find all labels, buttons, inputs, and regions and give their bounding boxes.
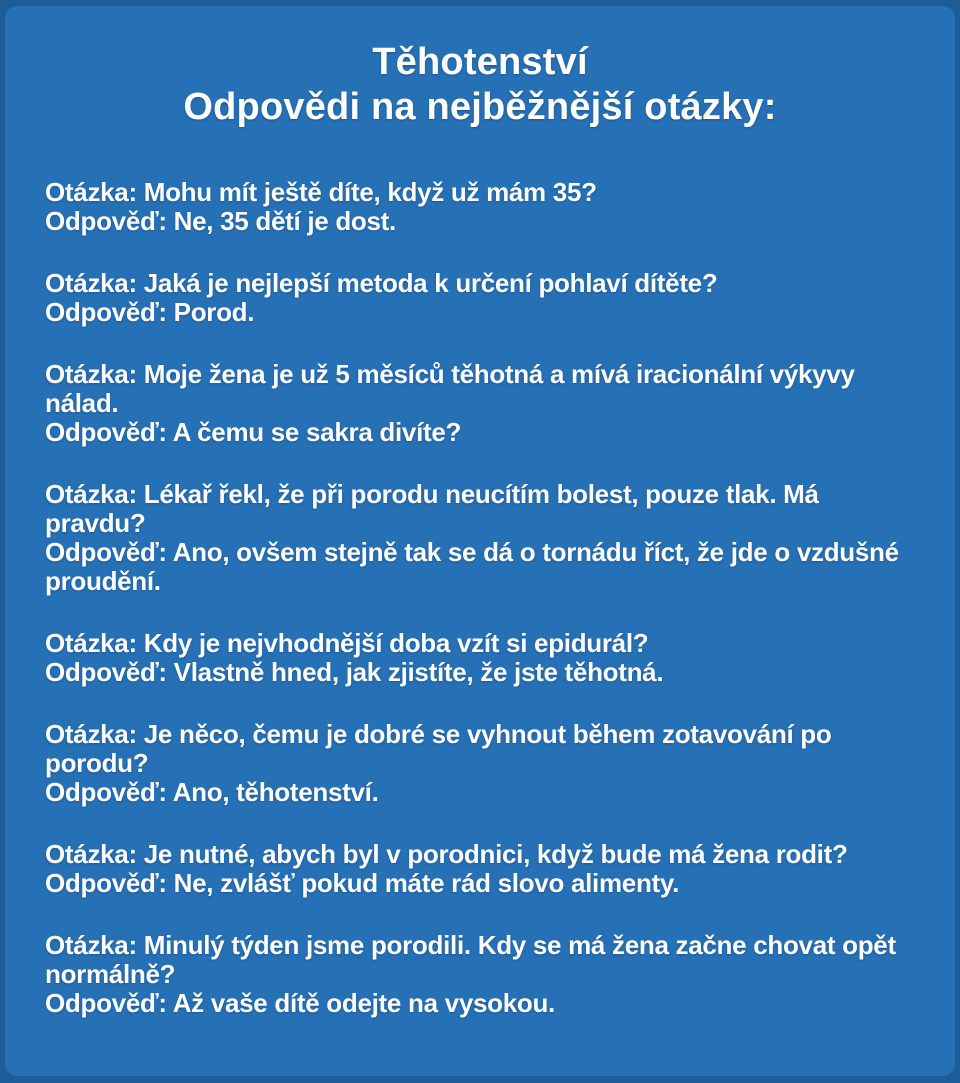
answer-text: Odpověď: Ne, 35 dětí je dost. [45,206,396,236]
question-text: Otázka: Lékař řekl, že při porodu neucítím bolest, pouze tlak. Má pravdu? [45,479,826,538]
answer-text: Odpověď: Až vaše dítě odejte na vysokou. [45,988,555,1018]
poster-title [45,40,915,130]
answer-text: Odpověď: Ne, zvlášť pokud máte rád slovo alimenty. [45,868,680,898]
answer-text: Odpověď: Porod. [45,297,255,327]
question-text: Otázka: Jaká je nejlepší metoda k určení pohlaví dítěte? [45,268,718,298]
poster-title-line1: Těhotenství [372,41,588,83]
question-text: Otázka: Kdy je nejvhodnější doba vzít si epidurál? [45,628,649,658]
qa-block-7 [45,840,915,898]
qa-block-2 [45,269,915,327]
question-text: Otázka: Moje žena je už 5 měsíců těhotná a mívá iracionální výkyvy nálad. [45,359,862,418]
qa-block-3 [45,360,915,447]
question-text: Otázka: Je něco, čemu je dobré se vyhnout během zotavování po porodu? [45,719,839,778]
pregnancy-qa-poster [5,6,955,1076]
question-text: Otázka: Mohu mít ještě díte, když už mám 35? [45,177,597,207]
poster-title-line2: Odpovědi na nejběžnější otázky: [183,86,777,128]
qa-block-6 [45,720,915,807]
qa-block-4 [45,480,915,596]
qa-block-8 [45,931,915,1018]
answer-text: Odpověď: Ano, ovšem stejně tak se dá o tornádu říct, že jde o vzdušné proudění. [45,537,913,596]
answer-text: Odpověď: Ano, těhotenství. [45,777,379,807]
answer-text: Odpověď: Vlastně hned, jak zjistíte, že jste těhotná. [45,657,664,687]
answer-text: Odpověď: A čemu se sakra divíte? [45,417,462,447]
qa-block-5 [45,629,915,687]
question-text: Otázka: Je nutné, abych byl v porodnici, když bude má žena rodit? [45,839,848,869]
question-text: Otázka: Minulý týden jsme porodili. Kdy se má žena začne chovat opět normálně? [45,930,903,989]
qa-block-1 [45,178,915,236]
